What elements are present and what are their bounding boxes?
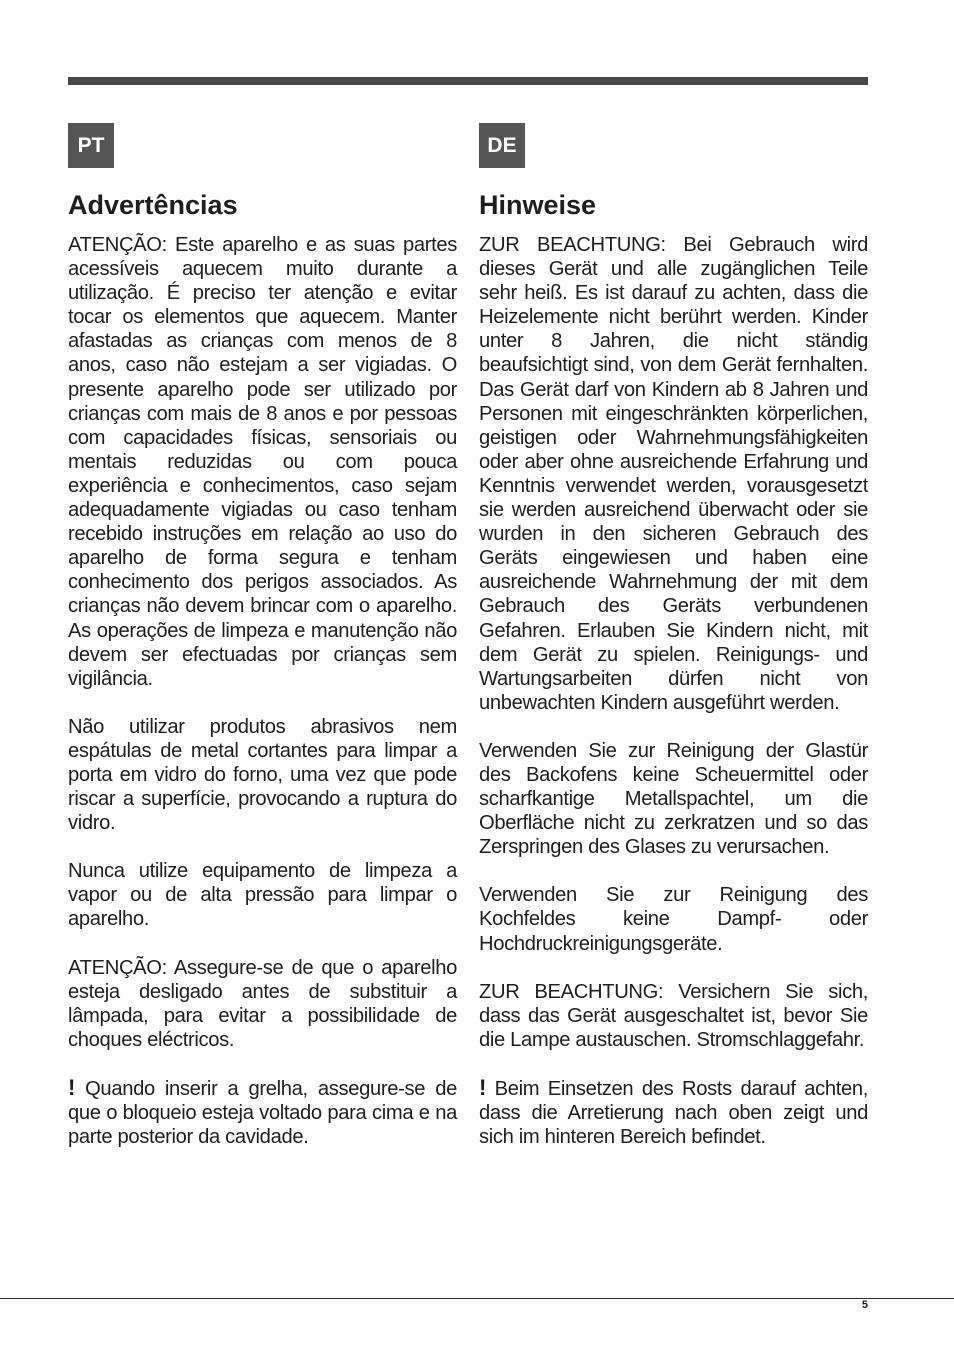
section-title-de: Hinweise	[479, 190, 597, 220]
paragraph-de-2: Verwenden Sie zur Reinigung der Glastür des Backofens keine Scheuermittel oder scharfkantige Metallspachtel, um die Oberfläche nicht zu zerkratzen und so das Zerspringen des Glases zu verursachen.	[479, 739, 868, 859]
paragraph-pt-1: ATENÇÃO: Este aparelho e as suas partes acessíveis aquecem muito durante a utilização. É preciso ter atenção e evitar tocar os elementos que aquecem. Manter afastadas as crianças com menos de 8 anos, caso não estejam a ser vigiadas. O presente aparelho pode ser utilizado por crianças com mais de 8 anos e por pessoas com capacidades físicas, sensoriais ou mentais reduzidas ou com pouca experiência e conhecimentos, caso sejam adequadamente vigiadas ou caso tenham recebido instruções em relação ao uso do aparelho de forma segura e tenham conhecimento dos perigos associados. As crianças não devem brincar com o aparelho. As operações de limpeza e manutenção não devem ser efectuadas por crianças sem vigilância.	[68, 234, 457, 690]
exclamation-icon: !	[68, 1074, 75, 1100]
section-title-pt: Advertências	[68, 190, 238, 220]
exclamation-icon: !	[479, 1074, 486, 1100]
note-pt-text: Quando inserir a grelha, assegure-se de que o bloqueio esteja voltado para cima e na parte posterior da cavidade.	[68, 1077, 457, 1149]
column-de	[479, 123, 868, 1173]
bottom-rule	[0, 1298, 954, 1299]
paragraph-pt-4: ATENÇÃO: Assegure-se de que o aparelho esteja desligado antes de substituir a lâmpada, para evitar a possibilidade de choques eléctricos.	[68, 956, 457, 1051]
paragraph-de-3: Verwenden Sie zur Reinigung des Kochfeldes keine Dampf- oder Hochdruckreinigungsgeräte.	[479, 884, 868, 955]
page-number: 5	[861, 1299, 868, 1311]
paragraph-de-4: ZUR BEACHTUNG: Versichern Sie sich, dass das Gerät ausgeschaltet ist, bevor Sie die Lampe austauschen. Stromschlaggefahr.	[479, 980, 868, 1051]
note-pt	[68, 1076, 457, 1149]
note-de	[479, 1076, 868, 1149]
language-badge-pt: PT	[68, 123, 114, 168]
language-badge-de: DE	[479, 123, 525, 168]
paragraph-pt-2: Não utilizar produtos abrasivos nem espátulas de metal cortantes para limpar a porta em vidro do forno, uma vez que pode riscar a superfície, provocando a ruptura do vidro.	[68, 715, 457, 835]
column-pt	[68, 123, 457, 1173]
paragraph-pt-3: Nunca utilize equipamento de limpeza a vapor ou de alta pressão para limpar o aparelho.	[68, 860, 457, 931]
top-rule	[68, 77, 868, 85]
note-de-text: Beim Einsetzen des Rosts darauf achten, dass die Arretierung nach oben zeigt und sich im hinteren Bereich befindet.	[479, 1077, 868, 1149]
paragraph-de-1: ZUR BEACHTUNG: Bei Gebrauch wird dieses Gerät und alle zugänglichen Teile sehr heiß. Es ist darauf zu achten, dass die Heizelemente nicht berührt werden. Kinder unter 8 Jahren, die nicht ständig beaufsichtigt sind, von dem Gerät fernhalten. Das Gerät darf von Kindern ab 8 Jahren und Personen mit eingeschränkten körperlichen, geistigen oder Wahrnehmungsfähigkeiten oder aber ohne ausreichende Erfahrung und Kenntnis verwendet werden, vorausgesetzt sie werden ausreichend überwacht oder sie wurden in den sicheren Gebrauch des Geräts eingewiesen und haben eine ausreichende Wahrnehmung der mit dem Gebrauch des Geräts verbundenen Gefahren. Erlauben Sie Kindern nicht, mit dem Gerät zu spielen. Reinigungs- und Wartungsarbeiten dürfen nicht von unbewachten Kindern ausgeführt werden.	[479, 234, 868, 714]
